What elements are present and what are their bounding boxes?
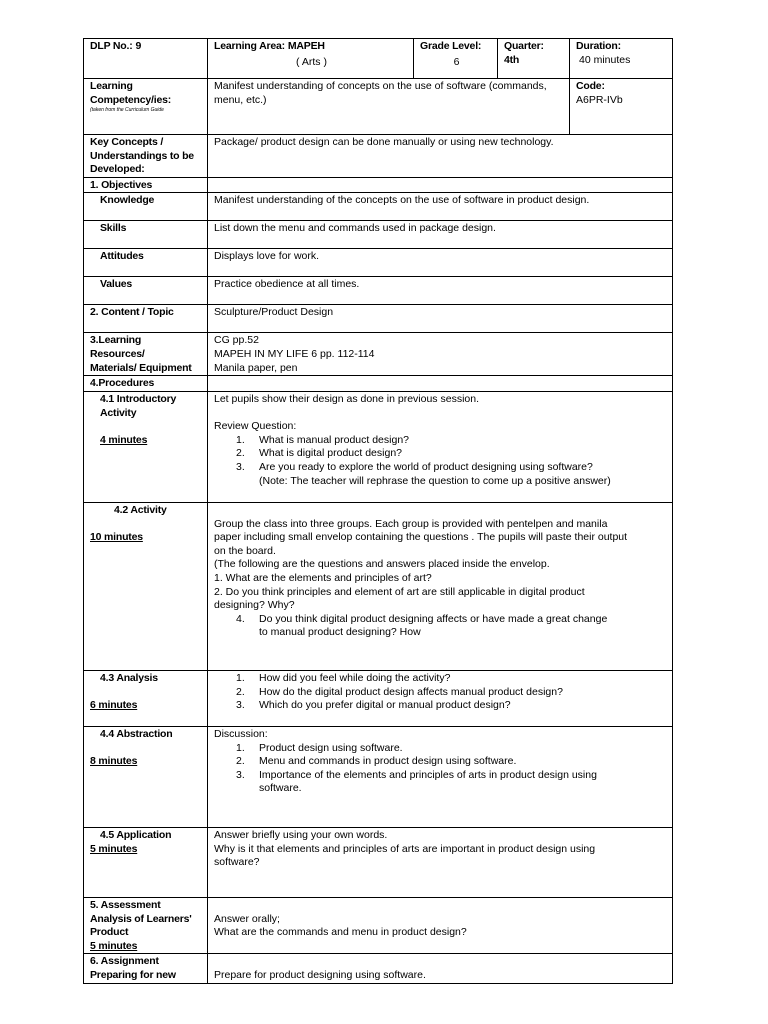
assessment-label-1: 5. Assessment — [90, 898, 161, 911]
procedures-label-cell — [84, 376, 208, 392]
procedures-empty-cell — [208, 376, 673, 392]
list-item: 2. Menu and commands in product design using software. — [236, 755, 517, 768]
abstraction-label-cell — [84, 726, 208, 827]
application-line-2: Why is it that elements and principles of arts are important in product design using — [214, 842, 596, 855]
analysis-text-cell — [208, 670, 673, 726]
intro-activity-label-2: Activity — [100, 406, 137, 419]
procedures-row — [84, 376, 673, 392]
intro-activity-row — [84, 391, 673, 502]
activity-label-cell — [84, 502, 208, 670]
objectives-label: 1. Objectives — [90, 178, 153, 191]
abstraction-item-3-cont: software. — [259, 782, 302, 795]
learning-area-sub: ( Arts ) — [296, 55, 327, 68]
review-question-label: Review Question: — [214, 420, 297, 433]
assessment-line-1: Answer orally; — [214, 912, 280, 925]
grade-level-value: 6 — [453, 55, 460, 68]
application-line-1: Answer briefly using your own words. — [214, 828, 388, 841]
review-question-1: What is manual product design? — [259, 433, 409, 446]
intro-activity-label-1: 4.1 Introductory — [100, 392, 177, 405]
intro-activity-text-cell — [208, 391, 673, 502]
intro-activity-time: 4 minutes — [100, 433, 148, 446]
activity-time: 10 minutes — [90, 531, 143, 544]
list-item: 3. Are you ready to explore the world of product designing using software? (Note: The teacher will rephrase the question to come up a positive answer) — [214, 461, 668, 488]
analysis-label-cell — [84, 670, 208, 726]
duration-value: 40 minutes — [579, 53, 631, 66]
resources-row — [84, 333, 673, 376]
grade-level-cell — [414, 39, 498, 79]
activity-text-cell — [208, 502, 673, 670]
dlp-no-value: 9 — [135, 40, 142, 52]
competency-label-1: Learning — [90, 80, 133, 92]
key-concepts-label-1: Key Concepts / — [90, 136, 164, 148]
abstraction-intro: Discussion: — [214, 727, 268, 740]
abstraction-row — [84, 726, 673, 827]
values-text-cell — [208, 277, 673, 305]
list-item: 1. Product design using software. — [236, 741, 403, 754]
assignment-label-cell — [84, 954, 208, 983]
values-label: Values — [100, 278, 133, 291]
knowledge-text-cell — [208, 193, 673, 221]
attitudes-label: Attitudes — [100, 250, 144, 263]
assignment-label-1: 6. Assignment — [90, 955, 159, 968]
application-line-3: software? — [214, 856, 260, 869]
assessment-label-2: Analysis of Learners' — [90, 912, 192, 925]
resources-label-2: Resources/ — [90, 347, 145, 360]
knowledge-label: Knowledge — [100, 194, 155, 207]
quarter-cell — [498, 39, 570, 79]
activity-label: 4.2 Activity — [114, 503, 167, 516]
quarter-value: 4th — [504, 53, 520, 66]
assessment-time: 5 minutes — [90, 939, 138, 952]
attitudes-text-cell — [208, 249, 673, 277]
assignment-text: Prepare for product designing using software. — [214, 968, 426, 981]
list-item: 3. Importance of the elements and principles of arts in product design using software. — [214, 769, 668, 796]
assignment-row — [84, 954, 673, 983]
intro-line-1: Let pupils show their design as done in previous session. — [214, 392, 479, 405]
assignment-text-cell — [208, 954, 673, 983]
duration-cell — [570, 39, 673, 79]
activity-line-6: 2. Do you think principles and element of art are still applicable in digital product — [214, 585, 585, 598]
list-item: 2. What is digital product design? — [236, 447, 402, 460]
list-item: 1. What is manual product design? — [236, 433, 409, 446]
knowledge-row — [84, 193, 673, 221]
analysis-row — [84, 670, 673, 726]
procedures-label: 4.Procedures — [90, 377, 155, 390]
analysis-question-2: How do the digital product design affects manual product design? — [259, 685, 563, 698]
skills-label: Skills — [100, 222, 127, 235]
values-row — [84, 277, 673, 305]
content-label: 2. Content / Topic — [90, 306, 174, 319]
attitudes-row — [84, 249, 673, 277]
key-concepts-label-3: Developed: — [90, 163, 145, 176]
analysis-label: 4.3 Analysis — [100, 671, 158, 684]
abstraction-list — [214, 742, 668, 796]
assessment-label-3: Product — [90, 926, 129, 939]
abstraction-label: 4.4 Abstraction — [100, 727, 173, 740]
resources-text-cell — [208, 333, 673, 376]
content-text: Sculpture/Product Design — [214, 306, 334, 319]
key-concepts-label-2: Understandings to be — [90, 149, 194, 162]
activity-line-4: (The following are the questions and answers placed inside the envelop. — [214, 558, 550, 571]
duration-label: Duration: — [576, 40, 621, 52]
assessment-text-cell — [208, 897, 673, 953]
activity-line-1: Group the class into three groups. Each group is provided with pentelpen and manila — [214, 517, 608, 530]
review-question-list — [214, 434, 668, 488]
assessment-row — [84, 897, 673, 953]
application-label: 4.5 Application — [100, 828, 172, 841]
key-concepts-text: Package/ product design can be done manually or using new technology. — [214, 136, 554, 148]
objectives-label-cell — [84, 177, 208, 193]
resources-line-2: MAPEH IN MY LIFE 6 pp. 112-114 — [214, 347, 375, 360]
competency-label-2: Competency/ies: — [90, 93, 172, 106]
application-text-cell — [208, 827, 673, 897]
abstraction-item-1: Product design using software. — [259, 741, 403, 754]
competency-row — [84, 79, 673, 135]
objectives-row — [84, 177, 673, 193]
dlp-no-cell — [84, 39, 208, 79]
assignment-label-2: Preparing for new — [90, 968, 176, 981]
attitudes-label-cell — [84, 249, 208, 277]
activity-question-4: Do you think digital product designing affects or have made a great change — [259, 612, 608, 625]
key-concepts-label-cell — [84, 135, 208, 178]
competency-note: (taken from the Curriculum Guide — [90, 107, 164, 114]
values-label-cell — [84, 277, 208, 305]
learning-area-cell — [208, 39, 414, 79]
resources-label-cell — [84, 333, 208, 376]
analysis-question-1: How did you feel while doing the activity? — [259, 671, 451, 684]
dlp-table — [83, 38, 673, 984]
abstraction-item-2: Menu and commands in product design using software. — [259, 755, 517, 768]
skills-label-cell — [84, 221, 208, 249]
quarter-label: Quarter: — [504, 40, 544, 52]
key-concepts-text-cell — [208, 135, 673, 178]
analysis-question-list — [214, 672, 668, 713]
resources-label-3: Materials/ Equipment — [90, 361, 192, 374]
values-text: Practice obedience at all times. — [214, 278, 360, 291]
attitudes-text: Displays love for work. — [214, 250, 320, 263]
content-label-cell — [84, 305, 208, 333]
knowledge-text: Manifest understanding of the concepts on the use of software in product design. — [214, 194, 590, 207]
analysis-time: 6 minutes — [90, 699, 138, 712]
abstraction-item-3: Importance of the elements and principles of arts in product design using — [259, 768, 597, 781]
header-row — [84, 39, 673, 79]
activity-line-2: paper including small envelop containing the questions . The pupils will paste their output — [214, 531, 628, 544]
objectives-empty-cell — [208, 177, 673, 193]
review-question-3-note: (Note: The teacher will rephrase the question to come up a positive answer) — [259, 474, 611, 487]
skills-row — [84, 221, 673, 249]
knowledge-label-cell — [84, 193, 208, 221]
resources-label-1: 3.Learning — [90, 334, 142, 347]
abstraction-text-cell — [208, 726, 673, 827]
learning-area-value: MAPEH — [287, 40, 325, 52]
assessment-label-cell — [84, 897, 208, 953]
activity-question-list — [214, 613, 668, 640]
learning-area-label: Learning Area: — [214, 40, 285, 52]
content-text-cell — [208, 305, 673, 333]
key-concepts-row — [84, 135, 673, 178]
code-label: Code: — [576, 80, 605, 92]
application-row — [84, 827, 673, 897]
skills-text: List down the menu and commands used in package design. — [214, 222, 496, 235]
review-question-3: Are you ready to explore the world of product designing using software? — [259, 460, 593, 473]
resources-line-1: CG pp.52 — [214, 334, 259, 347]
intro-activity-label-cell — [84, 391, 208, 502]
skills-text-cell — [208, 221, 673, 249]
list-item: 2. How do the digital product design affects manual product design? — [236, 685, 563, 698]
activity-question-4-cont: to manual product designing? How — [259, 626, 421, 639]
application-time: 5 minutes — [90, 842, 138, 855]
competency-text-cell — [208, 79, 570, 135]
code-value: A6PR-IVb — [576, 93, 623, 106]
review-question-2: What is digital product design? — [259, 447, 402, 460]
grade-level-label: Grade Level: — [420, 40, 482, 52]
content-row — [84, 305, 673, 333]
activity-line-5: 1. What are the elements and principles of art? — [214, 571, 432, 584]
list-item: 3. Which do you prefer digital or manual product design? — [236, 699, 511, 712]
activity-line-3: on the board. — [214, 544, 276, 557]
list-item: 4. Do you think digital product designing affects or have made a great change to manual product designing? How — [214, 613, 668, 640]
activity-row — [84, 502, 673, 670]
activity-line-7: designing? Why? — [214, 599, 295, 612]
application-label-cell — [84, 827, 208, 897]
list-item: 1. How did you feel while doing the activity? — [236, 671, 451, 684]
analysis-question-3: Which do you prefer digital or manual product design? — [259, 699, 511, 712]
dlp-no-label: DLP No.: — [90, 40, 133, 52]
abstraction-time: 8 minutes — [90, 755, 138, 768]
competency-text: Manifest understanding of concepts on the use of software (commands, menu, etc.) — [214, 80, 547, 106]
competency-label-cell — [84, 79, 208, 135]
resources-line-3: Manila paper, pen — [214, 361, 298, 374]
assessment-line-2: What are the commands and menu in product design? — [214, 926, 467, 939]
code-cell — [570, 79, 673, 135]
